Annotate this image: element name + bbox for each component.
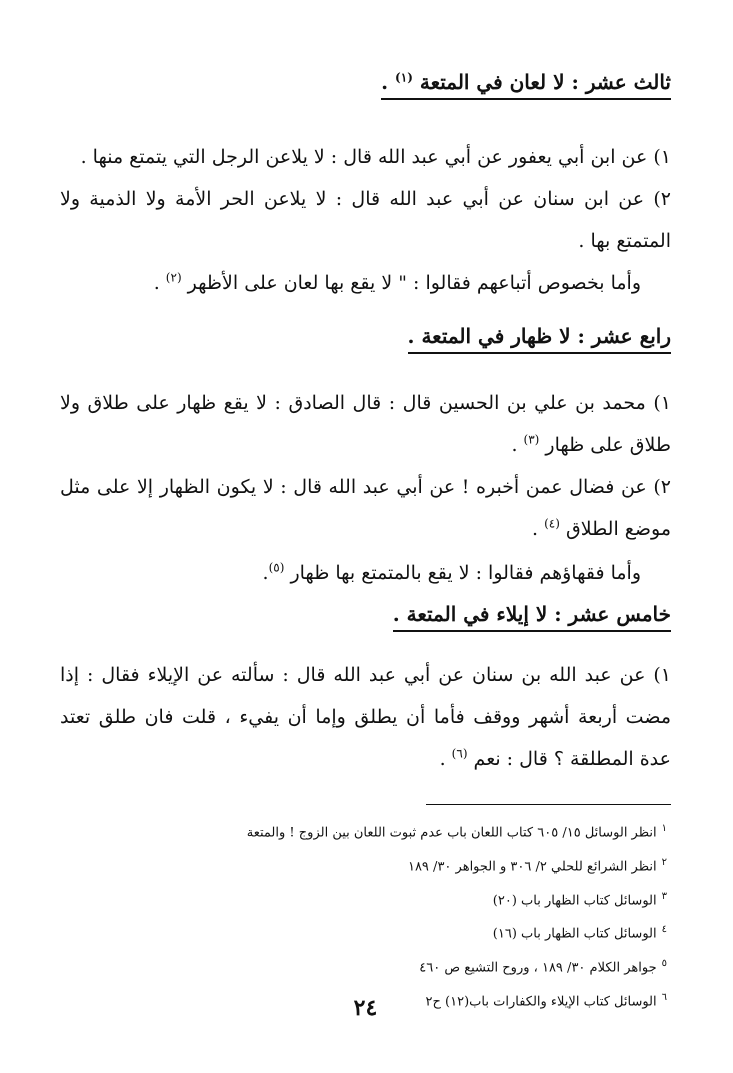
section-heading-13: ثالث عشر : لا لعان في المتعة $^{(١)}$ . (381, 70, 671, 100)
footnote-1: $^١$انظر الوسائل ١٥/ ٦٠٥ كتاب اللعان باب عدم ثبوت اللعان بين الزوج ! والمتعة (246, 823, 667, 841)
paragraph-13-3: وأما بخصوص أتباعهم فقالوا : " لا يقع بها لعان على الأظهر $^{(٢)}$ . (153, 270, 641, 294)
footnote-4: $^٤$الوسائل كتاب الظهار باب (١٦) (492, 924, 667, 942)
paragraph-14-2: ٢) عن فضال عمن أخبره ! عن أبي عبد الله قال : لا يكون الظهار إلا على مثل موضع الطلاق $^{(٤)}$ . (60, 476, 671, 540)
footnote-ref-5[interactable]: (٥) (268, 560, 285, 575)
paragraph-13-1: ١) عن ابن أبي يعفور عن أبي عبد الله قال : لا يلاعن الرجل التي يتمتع منها . (80, 146, 671, 168)
footnote-ref-4[interactable]: (٤) (544, 516, 560, 531)
paragraph-15-1: ١) عن عبد الله بن سنان عن أبي عبد الله قال : سألته عن الإيلاء فقال : إذا مضت أربعة أشهر ووقف فأما أن يطلق وإما أن يفيء ، قلت فان طلق تعتد عدة المطلقة ؟ قال : نعم $^{(٦)}$ . (60, 664, 671, 770)
footnote-ref-6[interactable]: (٦) (451, 746, 468, 761)
book-page (60, 0, 671, 1073)
footnote-ref-1[interactable]: (١) (395, 70, 413, 85)
footnotes (60, 814, 671, 1017)
footnote-separator (426, 804, 671, 805)
footnote-2: $^٢$انظر الشرائع للحلي ٢/ ٣٠٦ و الجواهر ٣٠/ ١٨٩ (407, 856, 667, 875)
paragraph-14-1: ١) محمد بن علي بن الحسين قال : قال الصادق : لا يقع ظهار على طلاق ولا طلاق على ظهار $^{(٣)}$ . (60, 392, 671, 456)
footnote-6: $^٦$الوسائل كتاب الإيلاء والكفارات باب(١٢) ح٢ (425, 992, 667, 1010)
footnote-ref-2[interactable]: (٢) (165, 270, 182, 285)
footnote-3: $^٣$الوسائل كتاب الظهار باب (٢٠) (492, 890, 667, 908)
section-heading-15: خامس عشر : لا إيلاء في المتعة . (393, 602, 671, 632)
section-heading-14: رابع عشر : لا ظهار في المتعة . (408, 324, 671, 354)
footnote-5: $^٥$جواهر الكلام ٣٠/ ١٨٩ ، وروح التشيع ص ٤٦٠ (419, 958, 667, 976)
footnote-ref-3[interactable]: (٣) (523, 432, 540, 447)
page-number: ٢٤ (353, 995, 378, 1021)
paragraph-14-3: وأما فقهاؤهم فقالوا : لا يقع بالمتمتع بها ظهار $^{(٥)}$. (262, 560, 641, 584)
paragraph-13-2: ٢) عن ابن سنان عن أبي عبد الله قال : لا يلاعن الحر الأمة ولا الذمية ولا المتمتع بها . (60, 188, 671, 252)
